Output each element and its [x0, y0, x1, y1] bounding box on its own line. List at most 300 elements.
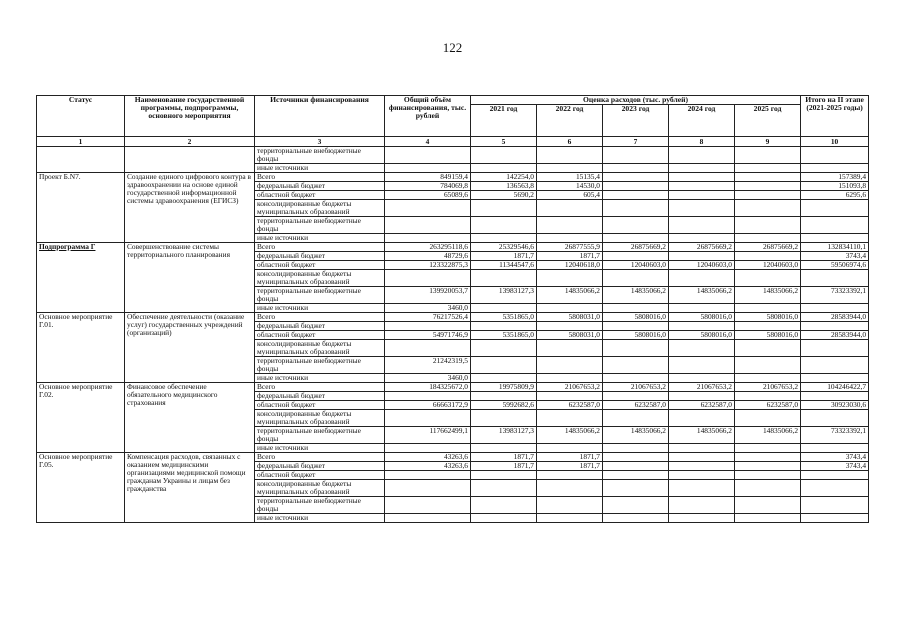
funding-source-cell: иные источники — [255, 374, 385, 383]
stage-total-cell: 3743,4 — [801, 462, 869, 471]
year-value-cell — [603, 374, 669, 383]
year-value-cell — [537, 217, 603, 234]
year-value-cell — [669, 217, 735, 234]
column-number: 10 — [801, 137, 869, 147]
year-value-cell — [537, 357, 603, 374]
year-value-cell — [471, 164, 537, 173]
year-value-cell — [603, 164, 669, 173]
year-value-cell — [669, 252, 735, 261]
year-value-cell — [471, 147, 537, 164]
year-value-cell — [603, 480, 669, 497]
year-value-cell: 6232587,0 — [537, 401, 603, 410]
year-value-cell: 6232587,0 — [669, 401, 735, 410]
total-value-cell: 43263,6 — [385, 453, 471, 462]
stage-total-cell — [801, 270, 869, 287]
year-value-cell: 12040603,0 — [603, 261, 669, 270]
year-value-cell — [603, 410, 669, 427]
year-value-cell: 142254,0 — [471, 173, 537, 182]
year-value-cell — [537, 410, 603, 427]
year-value-cell — [669, 322, 735, 331]
year-value-cell — [537, 340, 603, 357]
stage-total-cell: 3743,4 — [801, 252, 869, 261]
year-value-cell — [735, 182, 801, 191]
total-value-cell: 3460,0 — [385, 304, 471, 313]
year-value-cell — [537, 322, 603, 331]
table-body — [37, 147, 869, 523]
year-value-cell — [603, 392, 669, 401]
year-value-cell — [669, 200, 735, 217]
total-value-cell: 784069,8 — [385, 182, 471, 191]
year-value-cell: 5808016,0 — [735, 331, 801, 340]
year-value-cell — [669, 444, 735, 453]
funding-source-cell: областной бюджет — [255, 401, 385, 410]
year-value-cell — [471, 480, 537, 497]
stage-total-cell: 28583944,0 — [801, 313, 869, 322]
stage-total-cell — [801, 410, 869, 427]
year-value-cell: 13983127,3 — [471, 427, 537, 444]
table-row — [37, 173, 869, 182]
total-value-cell: 21242319,5 — [385, 357, 471, 374]
stage-total-cell: 28583944,0 — [801, 331, 869, 340]
year-value-cell — [603, 340, 669, 357]
year-value-cell: 5992682,6 — [471, 401, 537, 410]
program-name-cell — [125, 147, 255, 173]
year-value-cell — [603, 514, 669, 523]
total-value-cell: 849159,4 — [385, 173, 471, 182]
funding-source-cell: Всего — [255, 313, 385, 322]
year-value-cell: 12040618,0 — [537, 261, 603, 270]
total-value-cell — [385, 471, 471, 480]
year-value-cell — [735, 147, 801, 164]
funding-source-cell: консолидированные бюджеты муниципальных образований — [255, 480, 385, 497]
column-number: 9 — [735, 137, 801, 147]
year-value-cell — [669, 182, 735, 191]
year-value-cell — [735, 471, 801, 480]
year-value-cell — [735, 217, 801, 234]
funding-source-cell: федеральный бюджет — [255, 392, 385, 401]
funding-source-cell: областной бюджет — [255, 331, 385, 340]
year-value-cell — [669, 497, 735, 514]
year-value-cell — [537, 270, 603, 287]
year-value-cell — [669, 462, 735, 471]
total-value-cell — [385, 200, 471, 217]
year-value-cell: 5808016,0 — [669, 313, 735, 322]
year-value-cell: 1871,7 — [471, 453, 537, 462]
funding-source-cell: федеральный бюджет — [255, 252, 385, 261]
stage-total-cell — [801, 217, 869, 234]
funding-source-cell: федеральный бюджет — [255, 462, 385, 471]
year-value-cell — [735, 497, 801, 514]
year-value-cell: 5808031,0 — [537, 313, 603, 322]
program-name-cell: Обеспечение деятельности (оказание услуг) государственных учреждений (организаций) — [125, 313, 255, 383]
year-value-cell — [735, 340, 801, 357]
year-value-cell: 12040603,0 — [735, 261, 801, 270]
year-value-cell — [669, 164, 735, 173]
year-value-cell: 5808016,0 — [603, 313, 669, 322]
header-year: 2023 год — [603, 105, 669, 137]
year-value-cell: 14835066,2 — [735, 287, 801, 304]
year-value-cell — [669, 357, 735, 374]
header-year: 2025 год — [735, 105, 801, 137]
total-value-cell: 65089,6 — [385, 191, 471, 200]
year-value-cell — [537, 304, 603, 313]
funding-source-cell: областной бюджет — [255, 261, 385, 270]
year-value-cell: 605,4 — [537, 191, 603, 200]
year-value-cell: 26875669,2 — [669, 243, 735, 252]
year-value-cell — [735, 453, 801, 462]
funding-source-cell: территориальные внебюджетные фонды — [255, 217, 385, 234]
total-value-cell — [385, 340, 471, 357]
stage-total-cell — [801, 304, 869, 313]
year-value-cell — [669, 392, 735, 401]
stage-total-cell — [801, 392, 869, 401]
year-value-cell — [537, 471, 603, 480]
column-number: 8 — [669, 137, 735, 147]
stage-total-cell: 6295,6 — [801, 191, 869, 200]
header-status: Статус — [37, 96, 125, 137]
year-value-cell — [603, 462, 669, 471]
year-value-cell — [603, 444, 669, 453]
year-value-cell — [537, 234, 603, 243]
year-value-cell — [471, 270, 537, 287]
year-value-cell — [537, 444, 603, 453]
year-value-cell: 15135,4 — [537, 173, 603, 182]
status-cell — [37, 147, 125, 173]
year-value-cell: 14835066,2 — [603, 287, 669, 304]
year-value-cell — [735, 374, 801, 383]
stage-total-cell: 151093,8 — [801, 182, 869, 191]
year-value-cell — [603, 147, 669, 164]
year-value-cell — [603, 217, 669, 234]
year-value-cell: 6232587,0 — [735, 401, 801, 410]
stage-total-cell — [801, 234, 869, 243]
year-value-cell — [603, 173, 669, 182]
funding-source-cell: областной бюджет — [255, 471, 385, 480]
funding-source-cell: консолидированные бюджеты муниципальных образований — [255, 200, 385, 217]
year-value-cell: 21067653,2 — [537, 383, 603, 392]
total-value-cell — [385, 410, 471, 427]
total-value-cell: 43263,6 — [385, 462, 471, 471]
year-value-cell: 5808016,0 — [669, 331, 735, 340]
total-value-cell — [385, 270, 471, 287]
year-value-cell — [669, 514, 735, 523]
funding-source-cell: Всего — [255, 173, 385, 182]
funding-source-cell: консолидированные бюджеты муниципальных образований — [255, 270, 385, 287]
year-value-cell: 5808016,0 — [603, 331, 669, 340]
year-value-cell: 26875669,2 — [735, 243, 801, 252]
year-value-cell — [669, 340, 735, 357]
year-value-cell — [735, 444, 801, 453]
table-row — [37, 147, 869, 164]
year-value-cell — [471, 340, 537, 357]
year-value-cell — [603, 322, 669, 331]
funding-source-cell: территориальные внебюджетные фонды — [255, 357, 385, 374]
year-value-cell — [669, 234, 735, 243]
stage-total-cell — [801, 480, 869, 497]
header-year: 2022 год — [537, 105, 603, 137]
stage-total-cell — [801, 357, 869, 374]
year-value-cell — [537, 514, 603, 523]
header-year: 2021 год — [471, 105, 537, 137]
year-value-cell: 14835066,2 — [669, 427, 735, 444]
column-number: 1 — [37, 137, 125, 147]
year-value-cell: 136563,8 — [471, 182, 537, 191]
total-value-cell: 184325672,0 — [385, 383, 471, 392]
year-value-cell: 1871,7 — [471, 252, 537, 261]
year-value-cell — [537, 147, 603, 164]
year-value-cell: 1871,7 — [471, 462, 537, 471]
year-value-cell — [669, 374, 735, 383]
funding-source-cell: федеральный бюджет — [255, 322, 385, 331]
year-value-cell — [735, 252, 801, 261]
stage-total-cell — [801, 444, 869, 453]
stage-total-cell — [801, 200, 869, 217]
year-value-cell: 14835066,2 — [735, 427, 801, 444]
stage-total-cell — [801, 514, 869, 523]
year-value-cell: 5351865,0 — [471, 313, 537, 322]
header-sources: Источники финансирования — [255, 96, 385, 137]
year-value-cell: 6232587,0 — [603, 401, 669, 410]
column-number: 2 — [125, 137, 255, 147]
stage-total-cell — [801, 322, 869, 331]
year-value-cell: 19975809,9 — [471, 383, 537, 392]
table-row — [37, 313, 869, 322]
year-value-cell: 5690,2 — [471, 191, 537, 200]
year-value-cell — [603, 471, 669, 480]
year-value-cell: 26877555,9 — [537, 243, 603, 252]
column-number: 6 — [537, 137, 603, 147]
status-cell: Основное мероприятие Г.02. — [37, 383, 125, 453]
year-value-cell — [471, 200, 537, 217]
funding-source-cell: территориальные внебюджетные фонды — [255, 427, 385, 444]
year-value-cell — [603, 357, 669, 374]
year-value-cell: 5351865,0 — [471, 331, 537, 340]
year-value-cell — [537, 497, 603, 514]
year-value-cell: 14835066,2 — [537, 287, 603, 304]
stage-total-cell — [801, 374, 869, 383]
year-value-cell: 14835066,2 — [603, 427, 669, 444]
total-value-cell — [385, 322, 471, 331]
year-value-cell: 5808031,0 — [537, 331, 603, 340]
funding-source-cell: иные источники — [255, 304, 385, 313]
year-value-cell: 21067653,2 — [603, 383, 669, 392]
column-number: 3 — [255, 137, 385, 147]
year-value-cell: 1871,7 — [537, 453, 603, 462]
column-numbers-row — [37, 137, 869, 147]
funding-source-cell: Всего — [255, 383, 385, 392]
year-value-cell — [471, 514, 537, 523]
year-value-cell — [735, 173, 801, 182]
total-value-cell — [385, 497, 471, 514]
total-value-cell — [385, 147, 471, 164]
year-value-cell — [471, 497, 537, 514]
year-value-cell — [735, 322, 801, 331]
stage-total-cell: 3743,4 — [801, 453, 869, 462]
financing-table — [36, 95, 869, 523]
header-name: Наименование государственной программы, подпрограммы, основного мероприятия — [125, 96, 255, 137]
program-name-cell: Создание единого цифрового контура в здравоохранении на основе единой государственной информационной системы здравоохранения (ЕГИСЗ) — [125, 173, 255, 243]
year-value-cell — [735, 514, 801, 523]
year-value-cell — [537, 374, 603, 383]
year-value-cell — [735, 480, 801, 497]
total-value-cell: 123322875,3 — [385, 261, 471, 270]
year-value-cell: 5808016,0 — [735, 313, 801, 322]
year-value-cell: 11344547,6 — [471, 261, 537, 270]
program-name-cell: Совершенствование системы территориального планирования — [125, 243, 255, 313]
year-value-cell — [471, 410, 537, 427]
funding-source-cell: Всего — [255, 243, 385, 252]
funding-source-cell: областной бюджет — [255, 191, 385, 200]
status-cell: Подпрограмма Г — [37, 243, 125, 313]
year-value-cell — [471, 234, 537, 243]
year-value-cell — [603, 270, 669, 287]
year-value-cell — [735, 392, 801, 401]
table-row — [37, 453, 869, 462]
year-value-cell: 14835066,2 — [669, 287, 735, 304]
year-value-cell — [735, 462, 801, 471]
year-value-cell — [603, 200, 669, 217]
stage-total-cell: 73323392,1 — [801, 427, 869, 444]
total-value-cell: 139920053,7 — [385, 287, 471, 304]
year-value-cell — [603, 497, 669, 514]
year-value-cell — [603, 252, 669, 261]
year-value-cell — [537, 200, 603, 217]
year-value-cell: 1871,7 — [537, 462, 603, 471]
total-value-cell — [385, 392, 471, 401]
funding-source-cell: территориальные внебюджетные фонды — [255, 287, 385, 304]
year-value-cell — [471, 392, 537, 401]
year-value-cell — [669, 453, 735, 462]
stage-total-cell: 132834110,1 — [801, 243, 869, 252]
header-stage-total: Итого на II этапе (2021-2025 годы) — [801, 96, 869, 137]
year-value-cell — [471, 357, 537, 374]
header-year: 2024 год — [669, 105, 735, 137]
total-value-cell: 3460,0 — [385, 374, 471, 383]
funding-source-cell: иные источники — [255, 444, 385, 453]
year-value-cell — [735, 410, 801, 427]
program-name-cell: Финансовое обеспечение обязательного медицинского страхования — [125, 383, 255, 453]
year-value-cell — [603, 304, 669, 313]
program-name-cell: Компенсация расходов, связанных с оказанием медицинскими организациями медицинской помощи гражданам Украины и лицам без гражданства — [125, 453, 255, 523]
status-cell: Проект Б.N7. — [37, 173, 125, 243]
total-value-cell: 54971746,9 — [385, 331, 471, 340]
column-number: 4 — [385, 137, 471, 147]
total-value-cell — [385, 217, 471, 234]
stage-total-cell — [801, 147, 869, 164]
funding-source-cell: иные источники — [255, 164, 385, 173]
total-value-cell — [385, 514, 471, 523]
year-value-cell: 21067653,2 — [669, 383, 735, 392]
year-value-cell — [603, 182, 669, 191]
year-value-cell — [537, 164, 603, 173]
year-value-cell: 12040603,0 — [669, 261, 735, 270]
year-value-cell — [669, 471, 735, 480]
table-row — [37, 383, 869, 392]
total-value-cell: 76217526,4 — [385, 313, 471, 322]
column-number: 5 — [471, 137, 537, 147]
year-value-cell — [669, 191, 735, 200]
total-value-cell — [385, 444, 471, 453]
year-value-cell: 25329546,6 — [471, 243, 537, 252]
year-value-cell: 13983127,3 — [471, 287, 537, 304]
funding-source-cell: территориальные внебюджетные фонды — [255, 147, 385, 164]
year-value-cell: 14530,0 — [537, 182, 603, 191]
year-value-cell — [603, 191, 669, 200]
stage-total-cell — [801, 497, 869, 514]
header-total: Общий объём финансирования, тыс. рублей — [385, 96, 471, 137]
year-value-cell — [735, 234, 801, 243]
stage-total-cell — [801, 471, 869, 480]
funding-source-cell: территориальные внебюджетные фонды — [255, 497, 385, 514]
total-value-cell — [385, 164, 471, 173]
total-value-cell: 48729,6 — [385, 252, 471, 261]
total-value-cell: 263295118,6 — [385, 243, 471, 252]
year-value-cell — [603, 453, 669, 462]
year-value-cell — [471, 374, 537, 383]
stage-total-cell — [801, 164, 869, 173]
status-cell: Основное мероприятие Г.01. — [37, 313, 125, 383]
stage-total-cell: 59506974,6 — [801, 261, 869, 270]
funding-source-cell: иные источники — [255, 234, 385, 243]
total-value-cell — [385, 234, 471, 243]
year-value-cell — [669, 480, 735, 497]
stage-total-cell: 157389,4 — [801, 173, 869, 182]
year-value-cell — [669, 147, 735, 164]
column-number: 7 — [603, 137, 669, 147]
year-value-cell — [669, 173, 735, 182]
page-number: 122 — [442, 40, 463, 55]
stage-total-cell: 73323392,1 — [801, 287, 869, 304]
year-value-cell — [471, 471, 537, 480]
stage-total-cell: 30923030,6 — [801, 401, 869, 410]
year-value-cell — [735, 270, 801, 287]
table-header — [37, 96, 869, 147]
year-value-cell — [471, 304, 537, 313]
year-value-cell: 1871,7 — [537, 252, 603, 261]
year-value-cell — [603, 234, 669, 243]
year-value-cell — [735, 191, 801, 200]
year-value-cell — [669, 270, 735, 287]
year-value-cell — [735, 164, 801, 173]
total-value-cell: 66663172,9 — [385, 401, 471, 410]
funding-source-cell: иные источники — [255, 514, 385, 523]
year-value-cell: 21067653,2 — [735, 383, 801, 392]
year-value-cell — [735, 200, 801, 217]
year-value-cell — [471, 217, 537, 234]
total-value-cell: 117662499,1 — [385, 427, 471, 444]
stage-total-cell — [801, 340, 869, 357]
year-value-cell — [735, 304, 801, 313]
year-value-cell: 26875669,2 — [603, 243, 669, 252]
year-value-cell — [669, 304, 735, 313]
status-cell: Основное мероприятие Г.05. — [37, 453, 125, 523]
table-row — [37, 243, 869, 252]
year-value-cell — [471, 322, 537, 331]
year-value-cell — [471, 444, 537, 453]
stage-total-cell: 104246422,7 — [801, 383, 869, 392]
year-value-cell — [537, 480, 603, 497]
year-value-cell — [735, 357, 801, 374]
header-estimate: Оценка расходов (тыс. рублей) — [471, 96, 801, 105]
year-value-cell — [537, 392, 603, 401]
funding-source-cell: консолидированные бюджеты муниципальных образований — [255, 340, 385, 357]
year-value-cell: 14835066,2 — [537, 427, 603, 444]
total-value-cell — [385, 480, 471, 497]
funding-source-cell: федеральный бюджет — [255, 182, 385, 191]
funding-source-cell: Всего — [255, 453, 385, 462]
year-value-cell — [669, 410, 735, 427]
funding-source-cell: консолидированные бюджеты муниципальных образований — [255, 410, 385, 427]
